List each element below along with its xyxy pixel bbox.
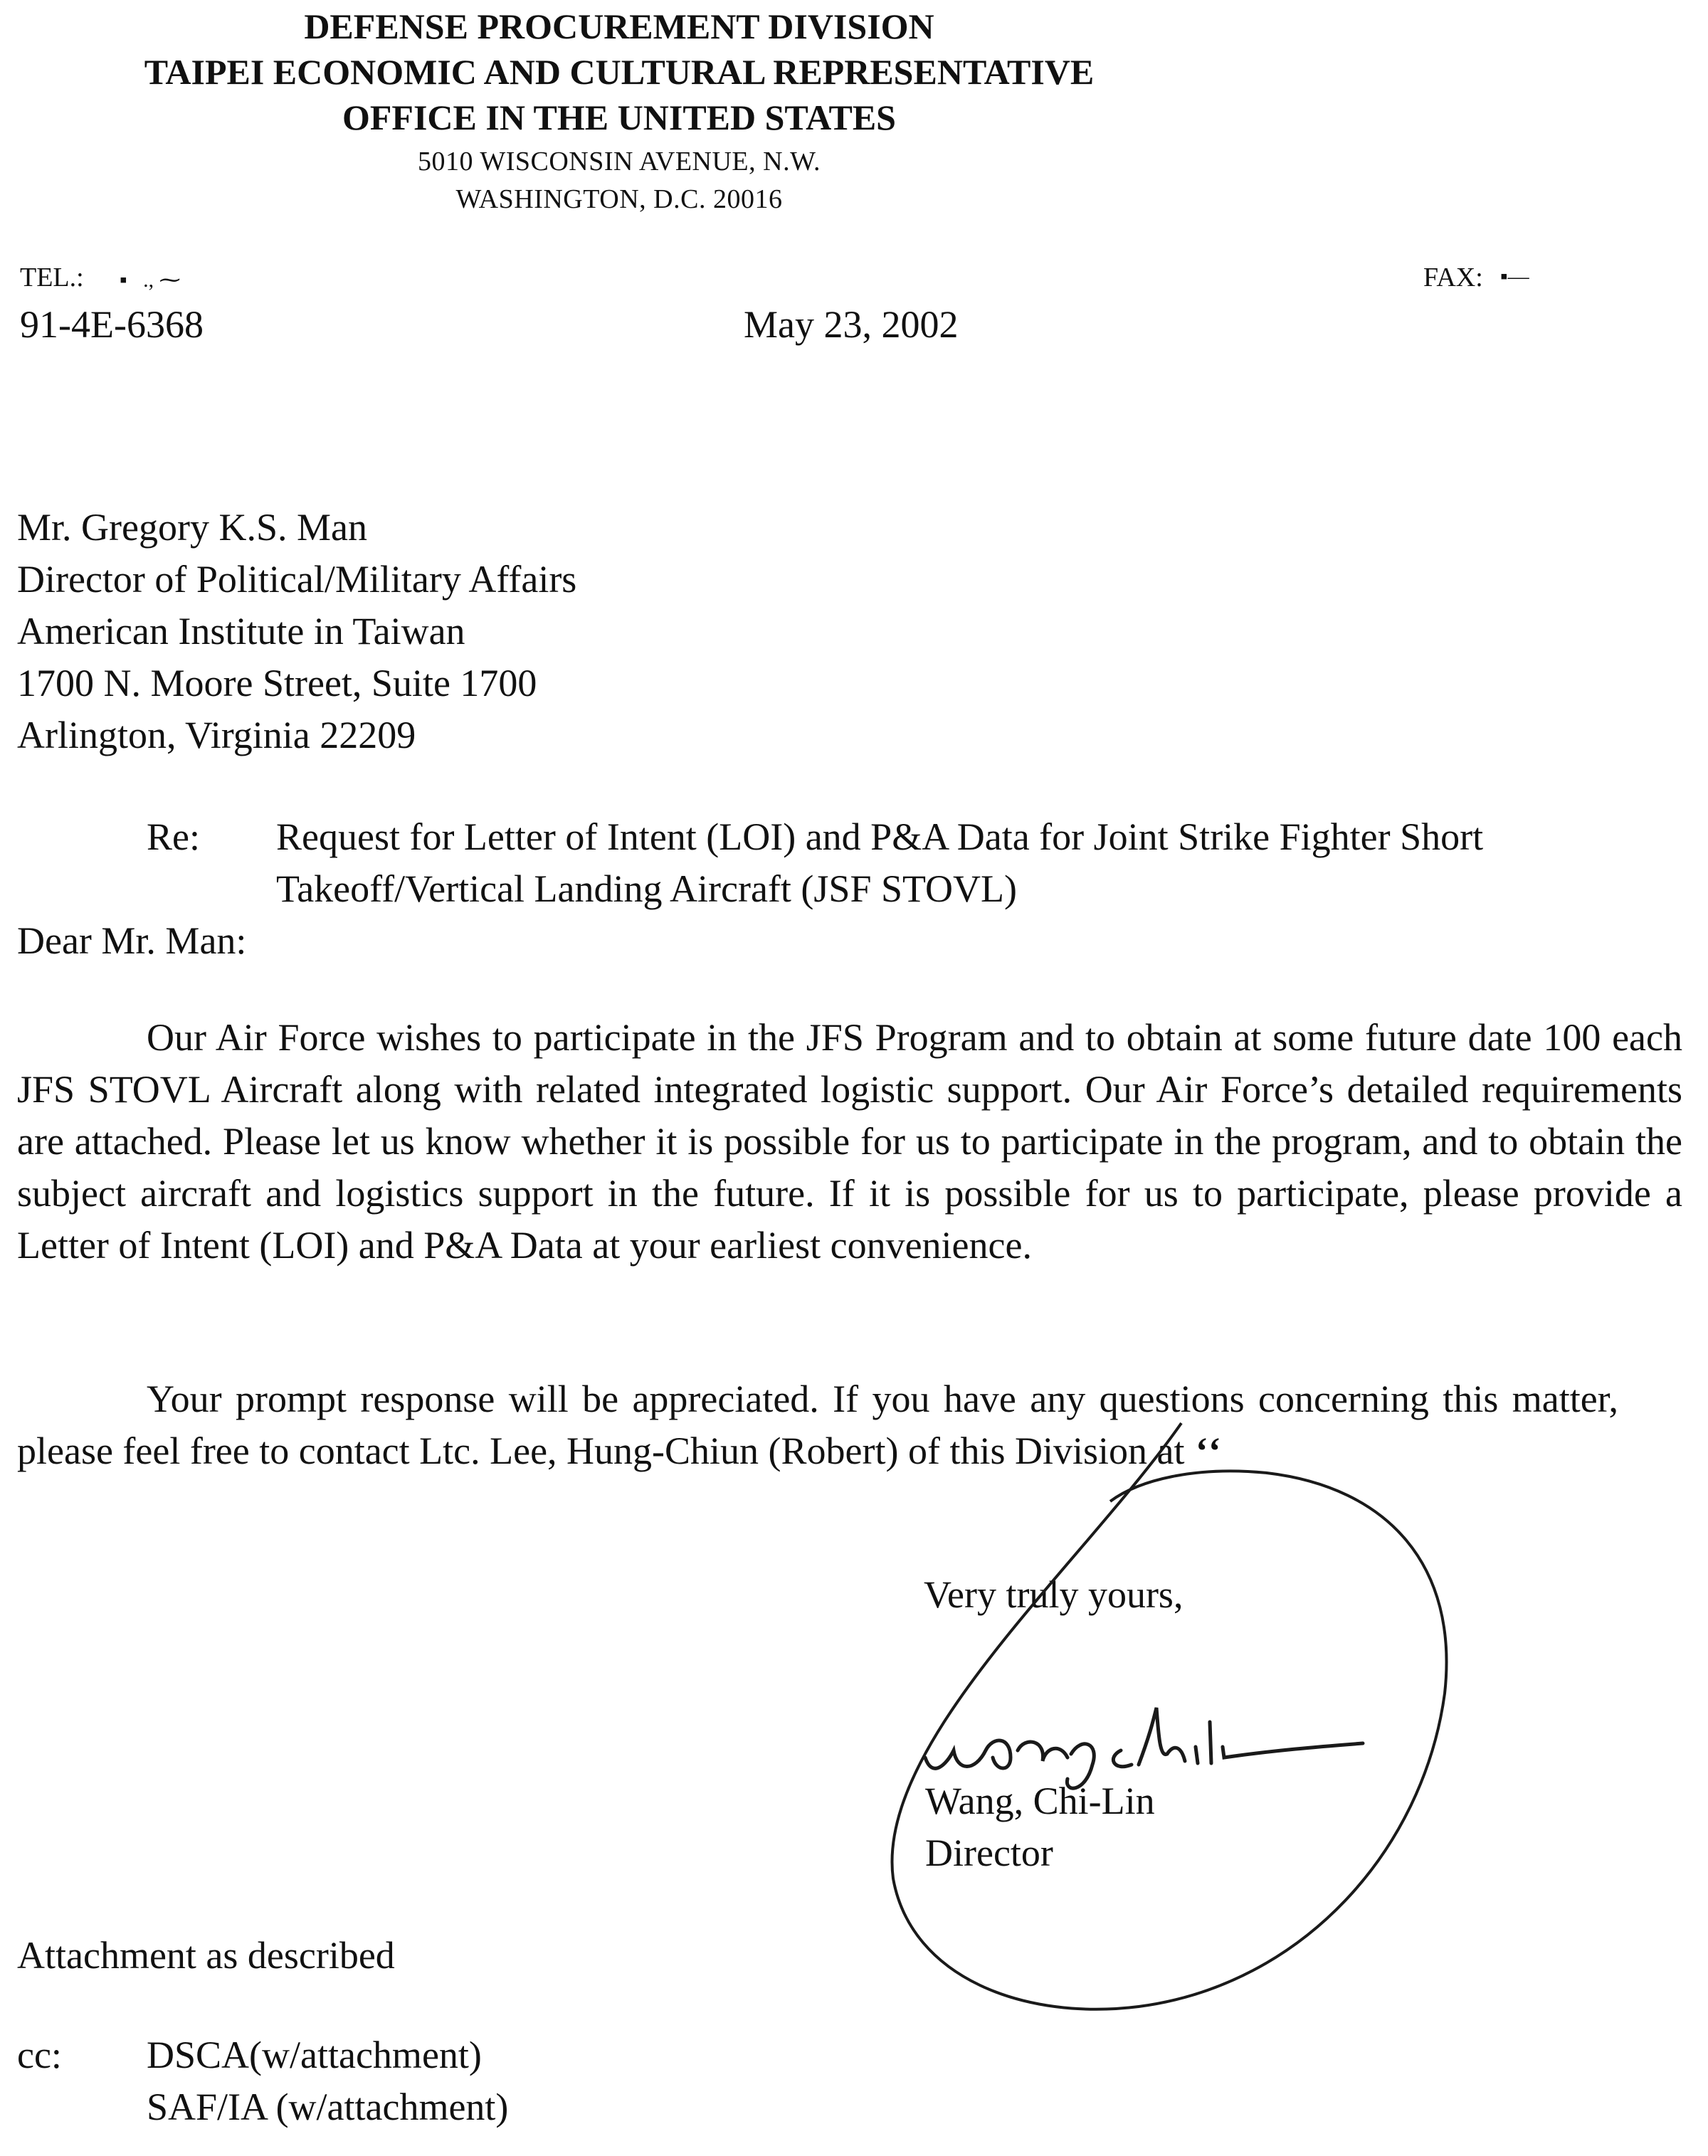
reference-number: 91-4E-6368: [20, 303, 204, 346]
letterhead-address-2: WASHINGTON, D.C. 20016: [455, 184, 783, 214]
body-paragraph-1: Our Air Force wishes to participate in the JFS Program and to obtain at some future date 100 each JFS STOVL Aircraft along with related integrated logistic support. Our Air Force’s detailed requirements are attached. Please let us know whether it is possible for us to participate in the program, and to obtain the subject aircraft and logistics support in the future. If it is possible for us to participate, please provide a Letter of Intent (LOI) and P&A Data at your earliest convenience.: [17, 1016, 1682, 1267]
signer-title: Director: [925, 1832, 1053, 1874]
cc-entry: SAF/IA (w/attachment): [147, 2086, 509, 2128]
tel-redacted-mark: ▪ ., ⁓: [120, 268, 181, 292]
cc-label: cc:: [17, 2034, 62, 2076]
cc-entry: DSCA(w/attachment): [147, 2034, 482, 2076]
paragraph-end-mark: ʻʻ: [1193, 1430, 1220, 1472]
tel-label: TEL.:: [20, 263, 84, 292]
salutation: Dear Mr. Man:: [17, 919, 247, 962]
attachment-note: Attachment as described: [17, 1934, 395, 1977]
recipient-city: Arlington, Virginia 22209: [17, 714, 416, 756]
recipient-title: Director of Political/Military Affairs: [17, 558, 577, 601]
subject-line-2: Takeoff/Vertical Landing Aircraft (JSF STOVL): [276, 867, 1017, 910]
signer-name: Wang, Chi-Lin: [925, 1780, 1155, 1822]
subject-line-1: Request for Letter of Intent (LOI) and P&A Data for Joint Strike Fighter Short: [276, 815, 1484, 858]
letterhead-line-3: OFFICE IN THE UNITED STATES: [342, 97, 896, 137]
recipient-organization: American Institute in Taiwan: [17, 610, 465, 652]
body-paragraph-2-text: Your prompt response will be appreciated. If you have any questions concerning this matter, please feel free to contact Ltc. Lee, Hung-Chiun (Robert) of this Division at: [17, 1378, 1618, 1472]
letterhead-address-1: 5010 WISCONSIN AVENUE, N.W.: [418, 147, 821, 176]
valediction: Very truly yours,: [924, 1573, 1184, 1616]
fax-label: FAX:: [1423, 263, 1483, 292]
letterhead-line-2: TAIPEI ECONOMIC AND CULTURAL REPRESENTATIVE: [144, 52, 1095, 92]
letter-date: May 23, 2002: [744, 303, 959, 346]
recipient-street: 1700 N. Moore Street, Suite 1700: [17, 662, 537, 704]
letterhead-line-1: DEFENSE PROCUREMENT DIVISION: [304, 6, 934, 46]
recipient-name: Mr. Gregory K.S. Man: [17, 506, 367, 549]
fax-redacted-mark: ▪—: [1500, 265, 1529, 288]
subject-label: Re:: [147, 815, 200, 858]
